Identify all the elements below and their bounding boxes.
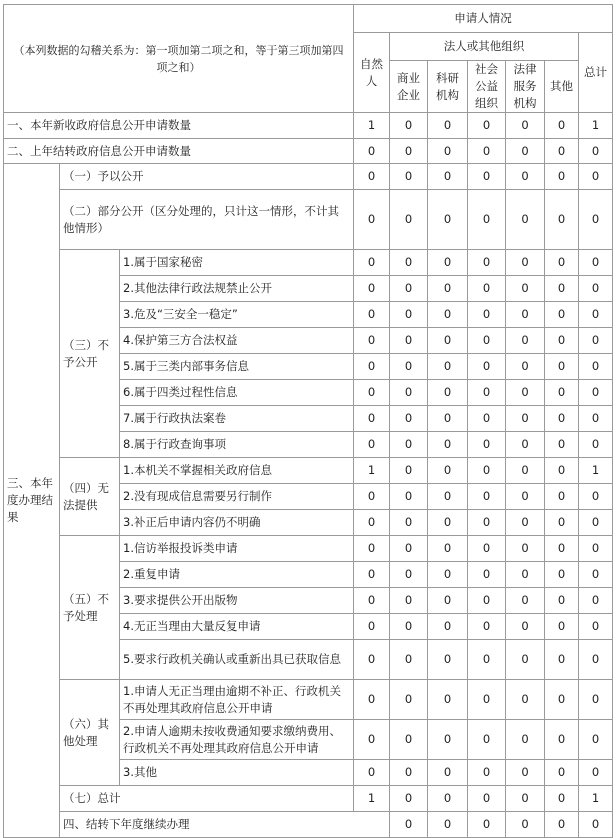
group-label: （六）其他处理: [60, 680, 120, 786]
cell: 0: [390, 720, 428, 760]
cell: 0: [579, 328, 613, 354]
cell: 0: [390, 536, 428, 562]
cell: 0: [428, 164, 468, 190]
cell: 0: [506, 536, 545, 562]
cell: 0: [506, 562, 545, 588]
cell: 0: [428, 614, 468, 640]
cell: 0: [506, 458, 545, 484]
cell: 0: [579, 380, 613, 406]
row-label: 3.危及“三安全一稳定”: [120, 302, 354, 328]
cell: 0: [428, 406, 468, 432]
cell: 0: [354, 720, 390, 760]
cell: 0: [354, 510, 390, 536]
row-label: 2.其他法律行政法规禁止公开: [120, 276, 354, 302]
gov-info-disclosure-table: [3, 4, 613, 838]
cell: 0: [579, 484, 613, 510]
row-label: 6.属于四类过程性信息: [120, 380, 354, 406]
cell: 0: [468, 458, 506, 484]
cell: 0: [428, 510, 468, 536]
cell: 0: [545, 536, 579, 562]
cell: 0: [354, 484, 390, 510]
cell: 0: [506, 760, 545, 786]
cell: 0: [545, 562, 579, 588]
cell: 0: [390, 484, 428, 510]
cell: 0: [428, 588, 468, 614]
cell: 0: [468, 640, 506, 680]
cell: 0: [354, 614, 390, 640]
cell: 0: [545, 190, 579, 250]
row-label: 1.本机关不掌握相关政府信息: [120, 458, 354, 484]
row-label: 二、上年结转政府信息公开申请数量: [4, 139, 354, 164]
cell: 0: [468, 510, 506, 536]
cell: 0: [579, 276, 613, 302]
cell: 0: [428, 720, 468, 760]
cell: 0: [579, 680, 613, 720]
cell: 0: [354, 588, 390, 614]
row-label: 4.无正当理由大量反复申请: [120, 614, 354, 640]
cell: 1: [354, 113, 390, 139]
cell: 0: [506, 113, 545, 139]
cell: 0: [390, 328, 428, 354]
cell: 0: [354, 536, 390, 562]
cell: 0: [579, 164, 613, 190]
row-label: 3.补正后申请内容仍不明确: [120, 510, 354, 536]
cell: 0: [545, 164, 579, 190]
commercial-header: 商业企业: [390, 61, 428, 113]
cell: 0: [428, 680, 468, 720]
cell: 0: [390, 458, 428, 484]
row-label: 3.要求提供公开出版物: [120, 588, 354, 614]
total-header: 总计: [579, 33, 613, 113]
cell: 0: [579, 614, 613, 640]
cell: 0: [354, 276, 390, 302]
cell: 0: [428, 190, 468, 250]
row-label: （二）部分公开（区分处理的，只计这一情形，不计其他情形）: [60, 190, 354, 250]
cell: 0: [428, 536, 468, 562]
group-label: （四）无法提供: [60, 458, 120, 536]
cell: 0: [545, 760, 579, 786]
cell: 1: [354, 786, 390, 812]
row-label: 1.申请人无正当理由逾期不补正、行政机关不再处理其政府信息公开申请: [120, 680, 354, 720]
cell: 0: [390, 190, 428, 250]
cell: 0: [428, 380, 468, 406]
cell: 0: [506, 380, 545, 406]
cell: 0: [579, 562, 613, 588]
row-label: 一、本年新收政府信息公开申请数量: [4, 113, 354, 139]
cell: 0: [390, 510, 428, 536]
cell: 0: [468, 302, 506, 328]
cell: 0: [428, 113, 468, 139]
cell: 0: [354, 302, 390, 328]
row-label: （七）总计: [60, 786, 354, 812]
cell: 0: [428, 250, 468, 276]
cell: 0: [390, 812, 428, 838]
cell: 0: [579, 190, 613, 250]
cell: 0: [390, 380, 428, 406]
row-label: 8.属于行政查询事项: [120, 432, 354, 458]
cell: 0: [545, 380, 579, 406]
cell: 1: [354, 458, 390, 484]
cell: 0: [545, 484, 579, 510]
cell: 0: [354, 760, 390, 786]
cell: 0: [390, 614, 428, 640]
cell: 0: [545, 786, 579, 812]
cell: 0: [354, 406, 390, 432]
cell: 1: [579, 786, 613, 812]
cell: 0: [545, 113, 579, 139]
cell: 0: [545, 640, 579, 680]
cell: 0: [428, 276, 468, 302]
row-label: 4.保护第三方合法权益: [120, 328, 354, 354]
cell: 0: [428, 354, 468, 380]
cell: 0: [506, 510, 545, 536]
cell: 0: [354, 250, 390, 276]
cell: 0: [390, 406, 428, 432]
cell: 0: [545, 614, 579, 640]
cell: 1: [579, 113, 613, 139]
cell: 0: [428, 139, 468, 164]
cell: 0: [428, 640, 468, 680]
cell: 0: [354, 139, 390, 164]
cell: 0: [468, 562, 506, 588]
cell: 0: [579, 588, 613, 614]
cell: 0: [390, 680, 428, 720]
cell: 0: [390, 302, 428, 328]
cell: 0: [354, 432, 390, 458]
cell: 0: [468, 139, 506, 164]
cell: 0: [390, 139, 428, 164]
cell: 0: [579, 812, 613, 838]
cell: 0: [506, 720, 545, 760]
cell: 0: [468, 190, 506, 250]
cell: 0: [428, 302, 468, 328]
cell: 0: [428, 432, 468, 458]
cell: 0: [390, 588, 428, 614]
cell: 0: [354, 640, 390, 680]
legal-service-header: 法律服务机构: [506, 61, 545, 113]
cell: 0: [506, 354, 545, 380]
cell: 0: [545, 680, 579, 720]
cell: 0: [506, 190, 545, 250]
cell: 0: [428, 562, 468, 588]
cell: 0: [468, 380, 506, 406]
table-note: （本列数据的勾稽关系为：第一项加第二项之和，等于第三项加第四项之和）: [4, 5, 354, 113]
cell: 0: [390, 786, 428, 812]
cell: 0: [390, 250, 428, 276]
row-label: 5.属于三类内部事务信息: [120, 354, 354, 380]
cell: 0: [468, 812, 506, 838]
cell: 0: [579, 432, 613, 458]
cell: 0: [545, 720, 579, 760]
cell: 0: [545, 354, 579, 380]
cell: 0: [506, 139, 545, 164]
cell: 0: [468, 250, 506, 276]
cell: 0: [506, 614, 545, 640]
cell: 0: [579, 354, 613, 380]
cell: 0: [390, 164, 428, 190]
cell: 0: [579, 640, 613, 680]
cell: 0: [390, 354, 428, 380]
cell: 0: [545, 432, 579, 458]
cell: 0: [506, 406, 545, 432]
row-label: 2.重复申请: [120, 562, 354, 588]
cell: 0: [354, 328, 390, 354]
cell: 0: [579, 139, 613, 164]
cell: 0: [468, 536, 506, 562]
cell: 0: [428, 328, 468, 354]
cell: 0: [428, 484, 468, 510]
cell: 0: [506, 302, 545, 328]
row-label: 2.申请人逾期未按收费通知要求缴纳费用、行政机关不再处理其政府信息公开申请: [120, 720, 354, 760]
cell: 0: [545, 276, 579, 302]
legal-org-header: 法人或其他组织: [390, 33, 579, 61]
cell: 0: [354, 680, 390, 720]
row-label: 3.其他: [120, 760, 354, 786]
cell: 0: [506, 680, 545, 720]
cell: 0: [506, 484, 545, 510]
cell: 0: [468, 680, 506, 720]
cell: 0: [545, 328, 579, 354]
cell: 0: [468, 328, 506, 354]
cell: 0: [579, 536, 613, 562]
research-header: 科研机构: [428, 61, 468, 113]
cell: 0: [545, 458, 579, 484]
cell: 0: [428, 458, 468, 484]
cell: 0: [468, 432, 506, 458]
cell: 0: [390, 432, 428, 458]
cell: 0: [468, 406, 506, 432]
cell: 0: [506, 812, 545, 838]
cell: 0: [354, 562, 390, 588]
cell: 0: [579, 250, 613, 276]
cell: 0: [354, 380, 390, 406]
row-label: 1.信访举报投诉类申请: [120, 536, 354, 562]
row-label: 1.属于国家秘密: [120, 250, 354, 276]
cell: 0: [468, 113, 506, 139]
cell: 0: [390, 640, 428, 680]
social-header: 社会公益组织: [468, 61, 506, 113]
cell: 0: [506, 588, 545, 614]
cell: 0: [579, 720, 613, 760]
cell: 0: [468, 354, 506, 380]
cell: 0: [545, 406, 579, 432]
row-label: 5.要求行政机关确认或重新出具已获取信息: [120, 640, 354, 680]
cell: 0: [506, 640, 545, 680]
cell: 1: [579, 458, 613, 484]
row-label: 2.没有现成信息需要另行制作: [120, 484, 354, 510]
natural-person-header: 自然人: [354, 33, 390, 113]
row-label: 四、结转下年度继续办理: [60, 812, 390, 838]
section-three-label: 三、本年度办理结果: [4, 164, 60, 838]
group-label: （五）不予处理: [60, 536, 120, 680]
cell: 0: [579, 406, 613, 432]
cell: 0: [506, 164, 545, 190]
cell: 0: [545, 510, 579, 536]
cell: 0: [545, 302, 579, 328]
cell: 0: [390, 562, 428, 588]
cell: 0: [468, 484, 506, 510]
cell: 0: [390, 113, 428, 139]
cell: 0: [468, 614, 506, 640]
cell: 0: [390, 760, 428, 786]
cell: 0: [506, 276, 545, 302]
cell: 0: [468, 276, 506, 302]
cell: 0: [468, 720, 506, 760]
cell: 0: [428, 786, 468, 812]
cell: 0: [545, 250, 579, 276]
cell: 0: [506, 328, 545, 354]
cell: 0: [545, 588, 579, 614]
cell: 0: [428, 760, 468, 786]
cell: 0: [506, 786, 545, 812]
cell: 0: [579, 760, 613, 786]
row-label: 7.属于行政执法案卷: [120, 406, 354, 432]
cell: 0: [579, 510, 613, 536]
cell: 0: [468, 760, 506, 786]
group-label: （三）不予公开: [60, 250, 120, 458]
cell: 0: [428, 812, 468, 838]
cell: 0: [506, 250, 545, 276]
cell: 0: [354, 190, 390, 250]
cell: 0: [545, 812, 579, 838]
cell: 0: [468, 786, 506, 812]
cell: 0: [354, 164, 390, 190]
other-header: 其他: [545, 61, 579, 113]
cell: 0: [506, 432, 545, 458]
cell: 0: [468, 588, 506, 614]
cell: 0: [545, 139, 579, 164]
cell: 0: [468, 164, 506, 190]
applicant-situation-header: 申请人情况: [354, 5, 613, 33]
cell: 0: [354, 354, 390, 380]
cell: 0: [579, 302, 613, 328]
row-label: （一）予以公开: [60, 164, 354, 190]
cell: 0: [390, 276, 428, 302]
